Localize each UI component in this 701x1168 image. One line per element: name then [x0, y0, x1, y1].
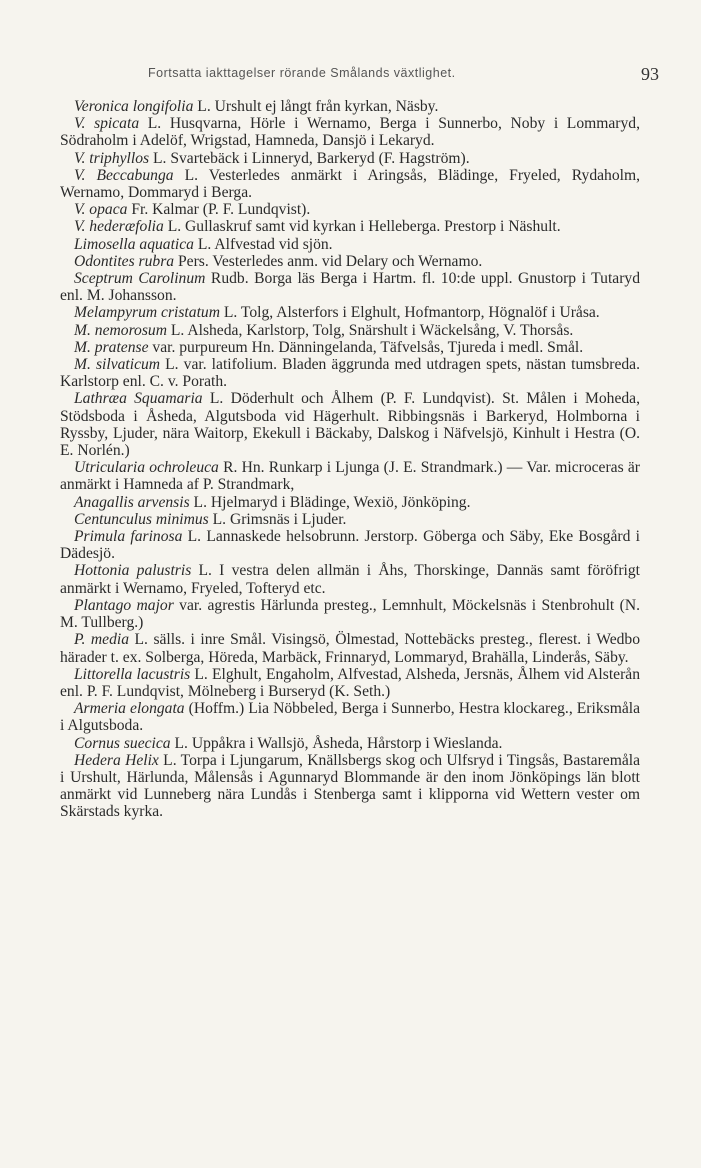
species-entry [60, 98, 640, 115]
running-title: Fortsatta iakttagelser rörande Smålands växtlighet. [148, 66, 456, 80]
species-entry [60, 390, 640, 459]
species-entry [60, 666, 640, 700]
locality-text: L. Alfvestad vid sjön. [193, 235, 333, 253]
species-entry [60, 270, 640, 304]
species-entry [60, 167, 640, 201]
locality-text: L. Hjelmaryd i Blädinge, Wexiö, Jönköping. [189, 493, 471, 511]
species-entry [60, 339, 640, 356]
locality-text: Rudb. Borga läs Berga i Hartm. fl. 10:de uppl. Gnustorp i Tutaryd enl. M. Johansson. [60, 270, 640, 305]
taxon-name: Melampyrum cristatum [74, 304, 220, 322]
species-entry [60, 356, 640, 390]
locality-text: L. Grimsnäs i Ljuder. [208, 510, 347, 528]
locality-text: L. Elghult, Engaholm, Alfvestad, Alsheda, Jersnäs, Ålhem vid Alsterån enl. P. F. Lundqvist, Mölneberg i Burseryd (K. Seth.) [60, 665, 640, 700]
taxon-name: V. opaca [74, 201, 128, 219]
species-entry [60, 218, 640, 235]
species-entry [60, 562, 640, 596]
locality-text: R. Hn. Runkarp i Ljunga (J. E. Strandmark.) — Var. microceras är anmärkt i Hamneda af P. Strandmark, [60, 459, 640, 494]
species-entry [60, 597, 640, 631]
species-entry [60, 253, 640, 270]
locality-text: L. sälls. i inre Smål. Visingsö, Ölmestad, Nottebäcks presteg., flerest. i Wedbo härader t. ex. Solberga, Höreda, Marbäck, Frinnaryd, Lommaryd, Brahälla, Linderås, Säby. [60, 631, 641, 666]
taxon-name: Lathræa Squamaria [74, 390, 203, 408]
locality-text: var. purpureum Hn. Dänningelanda, Täfvelsås, Tjureda i medl. Smål. [148, 338, 584, 356]
species-entry [60, 322, 640, 339]
species-entry [60, 115, 640, 149]
taxon-name: Centunculus minimus [74, 510, 209, 528]
locality-text: (Hoffm.) Lia Nöbbeled, Berga i Sunnerbo, Hestra klockareg., Eriksmåla i Algutsboda. [60, 700, 640, 735]
page-number: 93 [641, 64, 659, 84]
species-entry [60, 150, 640, 167]
taxon-name: Hottonia palustris [74, 562, 192, 580]
running-head [0, 66, 701, 86]
locality-text: L. var. latifolium. Bladen äggrunda med utdragen spets, nästan tumsbreda. Karlstorp enl. C. v. Porath. [60, 356, 641, 391]
locality-text: L. Tolg, Alsterfors i Elghult, Hofmantorp, Högnalöf i Uråsa. [219, 304, 600, 322]
taxon-name: Hedera Helix [74, 751, 159, 769]
taxon-name: Odontites rubra [74, 252, 175, 270]
taxon-name: Sceptrum Carolinum [74, 270, 206, 288]
locality-text: L. Vesterledes anmärkt i Aringsås, Blädinge, Fryeled, Rydaholm, Wernamo, Dommaryd i Berga. [60, 166, 640, 202]
species-entry [60, 528, 640, 562]
taxon-name: Anagallis arvensis [74, 493, 190, 511]
taxon-name: Littorella lacustris [74, 665, 191, 683]
locality-text: L. Gullaskruf samt vid kyrkan i Helleberga. Prestorp i Näshult. [163, 218, 561, 236]
species-entry [60, 511, 640, 528]
locality-text: L. Svartebäck i Linneryd, Barkeryd (F. Hagström). [149, 149, 470, 167]
locality-text: L. I vestra delen allmän i Åhs, Thorskinge, Dannäs samt föröfrigt anmärkt i Wernamo, Fryeled, Tofteryd etc. [60, 562, 640, 597]
taxon-name: V. triphyllos [74, 149, 150, 167]
taxon-name: Armeria elongata [74, 700, 185, 718]
species-entry [60, 735, 640, 752]
taxon-name: Cornus suecica [74, 734, 171, 752]
species-entry [60, 631, 640, 665]
taxon-name: Utricularia ochroleuca [74, 459, 219, 477]
taxon-name: Primula farinosa [74, 528, 183, 546]
locality-text: var. agrestis Härlunda presteg., Lemnhult, Möckelsnäs i Stenbrohult (N. M. Tullberg.) [60, 596, 640, 632]
taxon-name: Limosella aquatica [74, 235, 194, 253]
taxon-name: M. pratense [74, 338, 149, 356]
taxon-name: P. media [74, 631, 130, 649]
species-entry [60, 494, 640, 511]
taxon-name: V. spicata [74, 115, 140, 133]
taxon-name: M. nemorosum [74, 321, 167, 339]
locality-text: L. Uppåkra i Wallsjö, Åsheda, Hårstorp i Wieslanda. [170, 734, 503, 752]
species-entry [60, 201, 640, 218]
taxon-name: V. Beccabunga [74, 166, 174, 184]
locality-text: L. Torpa i Ljungarum, Knällsbergs skog och Ulfsryd i Tingsås, Bastaremåla i Urshult, Härlunda, Målensås i Agunnaryd Blommande är den inom Jönköpings län blott anmärkt vid Lunneberg nära Lundås i Stenberga samt i klipporna vid Wettern vester om Skärstads kyrka. [60, 751, 640, 821]
species-entry [60, 700, 640, 734]
species-entry [60, 304, 640, 321]
locality-text: Fr. Kalmar (P. F. Lundqvist). [127, 201, 311, 219]
species-list [60, 98, 640, 821]
taxon-name: M. silvaticum [74, 356, 161, 374]
locality-text: L. Husqvarna, Hörle i Wernamo, Berga i Sunnerbo, Noby i Lommaryd, Södraholm i Adelöf, Wrigstad, Hamneda, Dansjö i Lekaryd. [60, 115, 640, 150]
locality-text: Pers. Vesterledes anm. vid Delary och Wernamo. [174, 252, 483, 270]
taxon-name: Veronica longifolia [74, 98, 194, 115]
locality-text: L. Döderhult och Ålhem (P. F. Lundqvist). St. Målen i Moheda, Stödsboda i Åsheda, Algutsboda vid Hägerhult. Ribbingsnäs i Barkeryd, Holmborna i Ryssby, Ljuder, nära Waitorp, Ekekull i Bäckaby, Dalskog i Näfvelsjö, Kinhult i Hestra (O. E. Norlén.) [60, 390, 640, 460]
species-entry [60, 752, 640, 821]
locality-text: L. Urshult ej långt från kyrkan, Näsby. [193, 98, 439, 115]
locality-text: L. Alsheda, Karlstorp, Tolg, Snärshult i Wäckelsång, V. Thorsås. [166, 321, 574, 339]
species-entry [60, 236, 640, 253]
species-entry [60, 459, 640, 493]
taxon-name: Plantago major [74, 596, 174, 614]
taxon-name: V. hederæfolia [74, 218, 164, 236]
locality-text: L. Lannaskede helsobrunn. Jerstorp. Göberga och Säby, Eke Bosgård i Dädesjö. [60, 528, 640, 563]
